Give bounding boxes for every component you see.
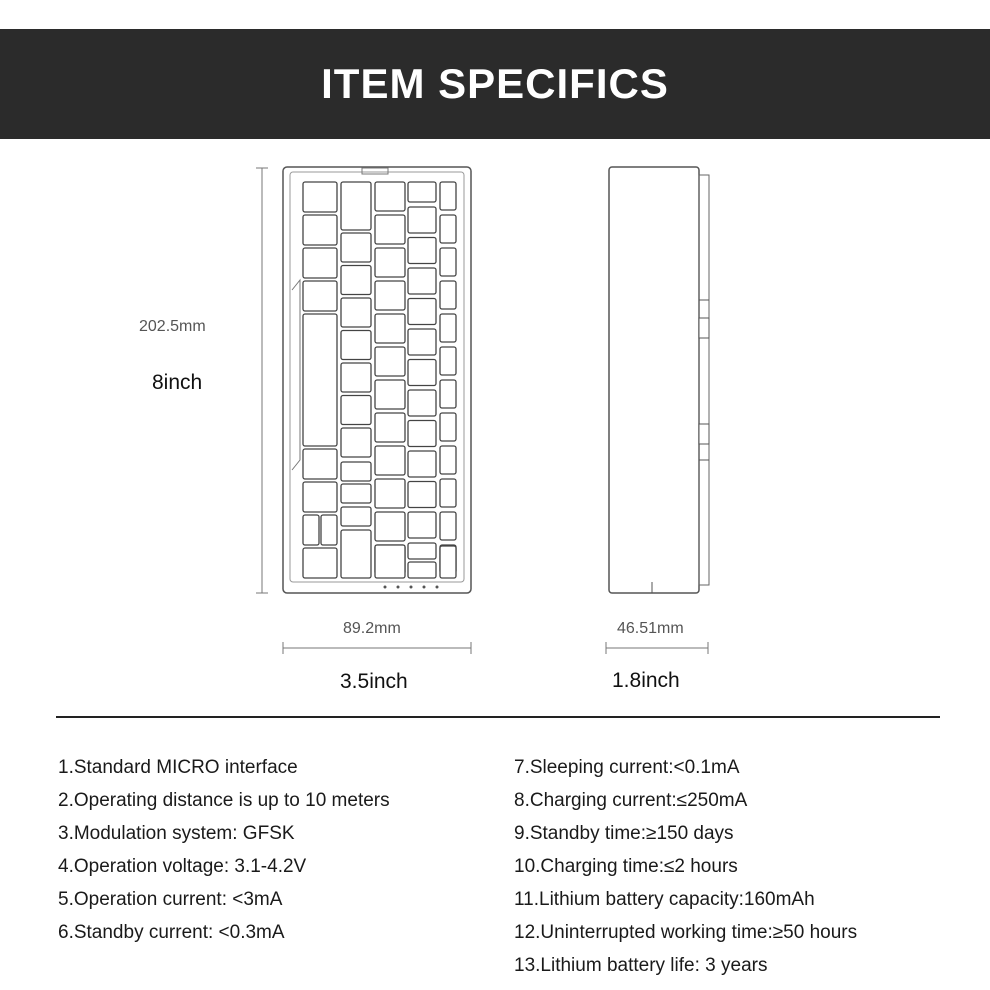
key bbox=[303, 515, 319, 545]
key bbox=[321, 515, 337, 545]
key bbox=[341, 396, 371, 425]
key bbox=[341, 462, 371, 481]
depth-mm-label: 46.51mm bbox=[617, 620, 684, 637]
spec-list-left bbox=[58, 754, 390, 952]
key bbox=[408, 268, 436, 294]
spec-item: 10.Charging time:≤2 hours bbox=[514, 856, 738, 877]
key bbox=[440, 182, 456, 210]
height-mm-label: 202.5mm bbox=[139, 318, 206, 335]
spec-item: 6.Standby current: <0.3mA bbox=[58, 922, 285, 943]
key bbox=[341, 484, 371, 503]
key bbox=[440, 314, 456, 342]
spec-item: 4.Operation voltage: 3.1-4.2V bbox=[58, 856, 307, 877]
key bbox=[375, 215, 405, 244]
spec-item: 1.Standard MICRO interface bbox=[58, 757, 298, 778]
key bbox=[375, 479, 405, 508]
section-divider bbox=[56, 716, 940, 718]
key bbox=[440, 281, 456, 309]
key bbox=[408, 451, 436, 477]
key bbox=[375, 182, 405, 211]
height-inch-label: 8inch bbox=[152, 371, 203, 394]
key bbox=[375, 314, 405, 343]
spec-item: 13.Lithium battery life: 3 years bbox=[514, 955, 768, 976]
key bbox=[408, 562, 436, 578]
key bbox=[341, 331, 371, 360]
key bbox=[440, 215, 456, 243]
key bbox=[375, 446, 405, 475]
key bbox=[440, 446, 456, 474]
spec-item: 5.Operation current: <3mA bbox=[58, 889, 283, 910]
key bbox=[303, 182, 337, 212]
key bbox=[408, 182, 436, 202]
key bbox=[408, 421, 436, 447]
key bbox=[303, 548, 337, 578]
key bbox=[341, 507, 371, 526]
key bbox=[303, 314, 337, 446]
spec-item: 3.Modulation system: GFSK bbox=[58, 823, 295, 844]
key bbox=[408, 543, 436, 559]
key bbox=[408, 390, 436, 416]
key bbox=[303, 281, 337, 311]
key bbox=[341, 182, 371, 230]
key bbox=[375, 512, 405, 541]
key bbox=[341, 298, 371, 327]
spec-item: 2.Operating distance is up to 10 meters bbox=[58, 790, 390, 811]
key bbox=[341, 530, 371, 578]
depth-dimension-line bbox=[606, 642, 708, 654]
spec-item: 9.Standby time:≥150 days bbox=[514, 823, 734, 844]
depth-inch-label: 1.8inch bbox=[612, 669, 680, 692]
width-dimension-line bbox=[283, 642, 471, 654]
page-title: ITEM SPECIFICS bbox=[321, 60, 669, 107]
key bbox=[440, 347, 456, 375]
key bbox=[375, 380, 405, 409]
width-mm-label: 89.2mm bbox=[343, 620, 401, 637]
key bbox=[375, 545, 405, 578]
width-inch-label: 3.5inch bbox=[340, 670, 408, 693]
key bbox=[440, 413, 456, 441]
key bbox=[341, 233, 371, 262]
spec-item: 12.Uninterrupted working time:≥50 hours bbox=[514, 922, 858, 943]
key bbox=[303, 248, 337, 278]
keyboard-side-view bbox=[609, 167, 709, 593]
key bbox=[303, 482, 337, 512]
spec-item: 7.Sleeping current:<0.1mA bbox=[514, 757, 740, 778]
key bbox=[375, 248, 405, 277]
key bbox=[440, 512, 456, 540]
keyboard-front-view bbox=[283, 167, 471, 593]
key bbox=[408, 207, 436, 233]
key bbox=[375, 347, 405, 376]
key bbox=[375, 281, 405, 310]
key bbox=[440, 479, 456, 507]
key bbox=[408, 329, 436, 355]
key bbox=[341, 428, 371, 457]
key bbox=[341, 266, 371, 295]
spec-item: 11.Lithium battery capacity:160mAh bbox=[514, 889, 815, 910]
key bbox=[303, 215, 337, 245]
height-dimension-line bbox=[256, 168, 268, 593]
spec-item: 8.Charging current:≤250mA bbox=[514, 790, 748, 811]
key bbox=[408, 238, 436, 264]
key bbox=[408, 360, 436, 386]
spec-list-right bbox=[514, 754, 857, 985]
key bbox=[440, 248, 456, 276]
key bbox=[375, 413, 405, 442]
key bbox=[440, 380, 456, 408]
key bbox=[408, 482, 436, 508]
key bbox=[408, 299, 436, 325]
keyboard-keys bbox=[303, 182, 456, 578]
key bbox=[341, 363, 371, 392]
key bbox=[440, 546, 456, 578]
key bbox=[408, 512, 436, 538]
key bbox=[303, 449, 337, 479]
